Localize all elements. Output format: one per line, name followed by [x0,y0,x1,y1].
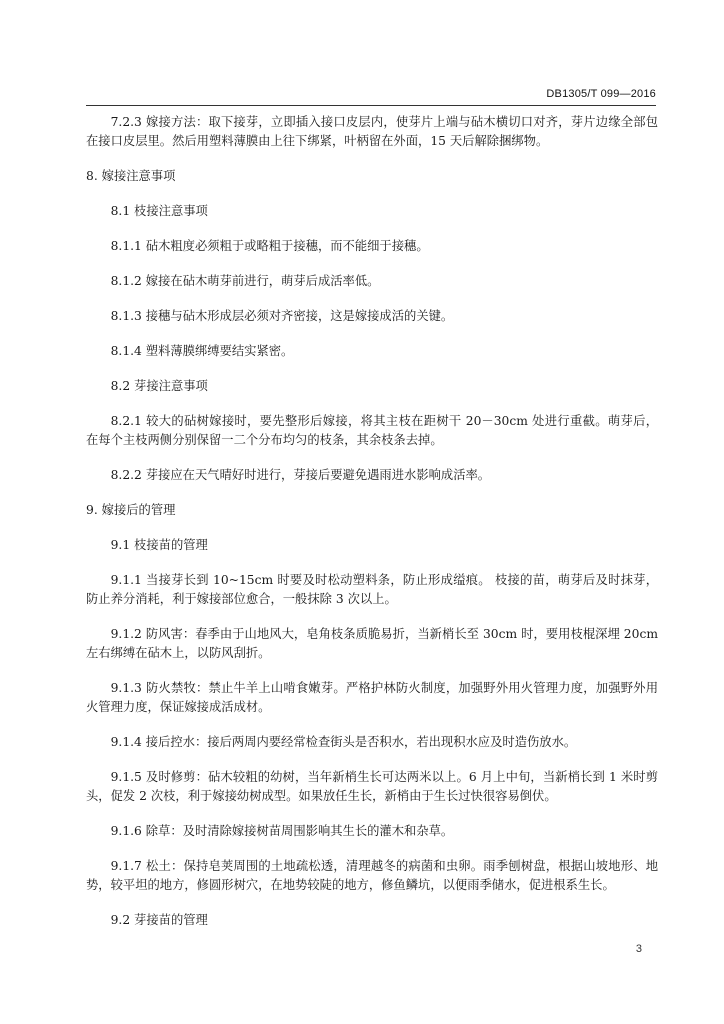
block-spacer [86,256,658,272]
block-spacer [86,291,658,307]
block-spacer [86,555,658,571]
block-spacer [86,663,658,679]
block-spacer [86,609,658,625]
heading-8-2: 8.2 芽接注意事项 [110,379,208,393]
para-8-1-4: 8.1.4 塑料薄膜绑缚要结实紧密。 [110,344,294,358]
block-spacer [86,326,658,342]
block-spacer [86,841,658,857]
heading-8-1: 8.1 枝接注意事项 [110,204,208,218]
block-spacer [86,221,658,237]
para-9-1-5: 9.1.5 及时修剪：砧木较粗的幼树，当年新梢生长可达两米以上。6 月上中旬，当新梢长到 1 米时剪头，促发 2 次枝，利于嫁接幼树成型。如果放任生长，新梢由于生长过快很容易倒伏。 [86,770,658,803]
block-spacer [86,396,658,412]
block-spacer [86,361,658,377]
block-spacer [86,752,658,768]
block-spacer [86,717,658,733]
page-number: 3 [635,943,642,955]
para-9-1-7: 9.1.7 松土：保持皂荚周围的土地疏松透，清理越冬的病菌和虫卵。雨季刨树盘，根据山坡地形、地势，较平坦的地方，修圆形树穴，在地势较陡的地方，修鱼鳞坑，以便雨季储水，促进根系生长。 [86,859,658,892]
para-8-2-2: 8.2.2 芽接应在天气晴好时进行，芽接后要避免遇雨进水影响成活率。 [110,468,491,482]
para-9-1-4: 9.1.4 接后控水：接后两周内要经常检查街头是否积水，若出现积水应及时造伤放水。 [110,735,577,749]
block-spacer [86,806,658,822]
block-spacer [86,895,658,911]
heading-9-2: 9.2 芽接苗的管理 [110,913,208,927]
heading-9: 9. 嫁接后的管理 [86,503,176,517]
para-8-1-2: 8.1.2 嫁接在砧木萌芽前进行，萌芽后成活率低。 [110,274,380,288]
document-code: DB1305/T 099—2016 [546,88,656,100]
para-8-1-3: 8.1.3 接穗与砧木形成层必须对齐密接，这是嫁接成活的关键。 [110,309,454,323]
para-9-1-3: 9.1.3 防火禁牧：禁止牛羊上山啃食嫩芽。严格护林防火制度，加强野外用火管理力度，加强野外用火管理力度，保证嫁接成活成材。 [86,681,658,714]
block-spacer [86,485,658,501]
heading-8: 8. 嫁接注意事项 [86,169,176,183]
block-spacer [86,186,658,202]
document-body [86,113,658,930]
para-9-1-2: 9.1.2 防风害：春季由于山地风大，皂角枝条质脆易折，当新梢长至 30cm 时，要用枝棍深埋 20cm 左右绑缚在砧木上，以防风刮折。 [86,627,658,660]
para-9-1-1: 9.1.1 当接芽长到 10~15cm 时要及时松动塑料条，防止形成缢痕。 枝接的苗，萌芽后及时抹芽，防止养分消耗，利于嫁接部位愈合，一般抹除 3 次以上。 [86,573,658,606]
para-7-2-3: 7.2.3 嫁接方法：取下接芽，立即插入接口皮层内，使芽片上端与砧木横切口对齐，芽片边缘全部包在接口皮层里。然后用塑料薄膜由上往下绑紧，叶柄留在外面，15 天后解除捆绑物。 [86,115,658,148]
heading-9-1: 9.1 枝接苗的管理 [110,538,208,552]
block-spacer [86,520,658,536]
header-rule [86,105,656,106]
para-8-2-1: 8.2.1 较大的砧树嫁接时，要先整形后嫁接，将其主枝在距树干 20－30cm 处进行重截。萌芽后，在每个主枝两侧分别保留一二个分布均匀的枝条，其余枝条去掉。 [86,414,658,447]
para-9-1-6: 9.1.6 除草：及时清除嫁接树苗周围影响其生长的灌木和杂草。 [110,824,454,838]
block-spacer [86,450,658,466]
para-8-1-1: 8.1.1 砧木粗度必须粗于或略粗于接穗，而不能细于接穗。 [110,239,429,253]
block-spacer [86,151,658,167]
